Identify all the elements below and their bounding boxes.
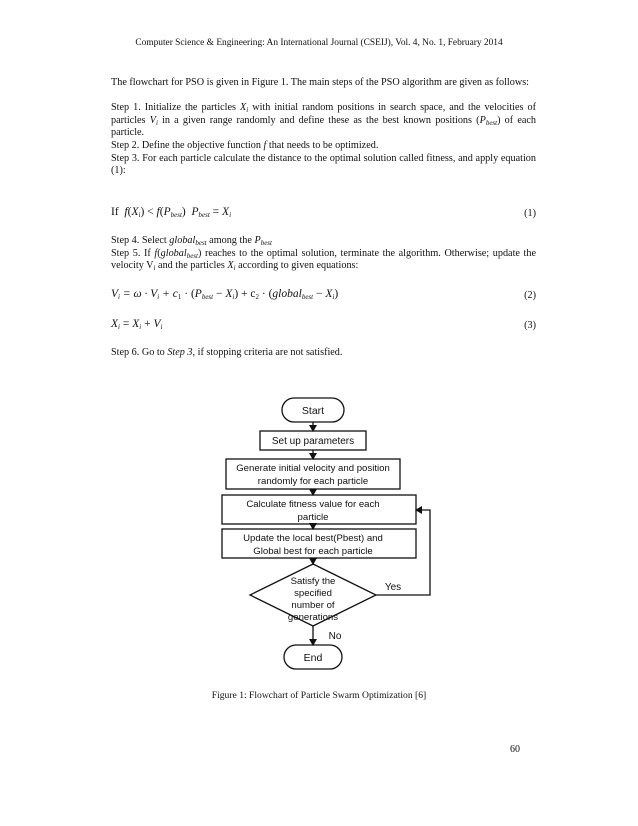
equation-2-number: (2) [524, 290, 536, 301]
generate-label-line1: Generate initial velocity and position [236, 463, 390, 474]
step-5: Step 5. If f(global$_{best}$) reaches to the optimal solution, terminate the algorithm. Otherwise; update the velocity $V_i$ and the particles $X_i$ according to given equations: [111, 247, 536, 273]
decision-label-line2: specified [294, 588, 332, 599]
setup-label: Set up parameters [271, 436, 355, 447]
step-4: Step 4. Select global$_{best}$ among the $P_{best}$ [111, 235, 272, 247]
generate-label-line2: randomly for each particle [257, 476, 369, 487]
intro-paragraph: The flowchart for PSO is given in Figure 1. The main steps of the PSO algorithm are given as follows: [111, 77, 530, 88]
figure-caption: Figure 1: Flowchart of Particle Swarm Optimization [6] [211, 690, 427, 701]
decision-label-line3: number of [291, 600, 335, 611]
body-text-upper [111, 77, 536, 178]
start-label: Start [301, 405, 325, 417]
decision-label-line1: Satisfy the [290, 576, 336, 587]
equation-2: $V_i = \omega \cdot V_i + c_1 \cdot (P_{best} - X_i) + c_2$ · (global$_{best}$ − $X_i$) (2) [111, 288, 536, 301]
fitness-label-line1: Calculate fitness value for each [246, 499, 380, 510]
equation-3: $X_i = X_i + V_i$ (3) [111, 318, 536, 331]
update-label-line2: Global best for each particle [253, 546, 373, 557]
step-1: Step 1. Initialize the particles $X_i$ with initial random positions in search space, and the velocities of particles $V_i$ in a given range randomly and define these as the best known positions $(P_{best})$ of each particle. [111, 102, 536, 139]
no-label: No [328, 631, 342, 642]
end-label: End [303, 652, 323, 664]
body-text-middle [111, 235, 536, 273]
running-head: Computer Science & Engineering: An International Journal (CSEIJ), Vol. 4, No. 1, February 2014 [135, 38, 503, 48]
step-3: Step 3. For each particle calculate the distance to the optimal solution called fitness, and apply equation (1): [111, 152, 536, 177]
step-6: Step 6. Go to Step 3, if stopping criteria are not satisfied. [111, 347, 343, 358]
yes-label: Yes [384, 582, 402, 593]
equation-1-number: (1) [524, 208, 536, 219]
fitness-label-line2: particle [297, 512, 329, 523]
page-number: 60 [510, 744, 520, 755]
equation-3-number: (3) [524, 320, 536, 331]
equation-1: If $f(X_i) < f(P_{best}) P_{best} = X_i$ (1) [111, 206, 536, 219]
body-text-lower [111, 347, 536, 360]
flowchart [200, 388, 440, 682]
step-2: Step 2. Define the objective function f that needs to be optimized. [111, 139, 379, 151]
decision-label-line4: generations [287, 612, 339, 623]
update-label-line1: Update the local best(Pbest) and [243, 533, 383, 544]
